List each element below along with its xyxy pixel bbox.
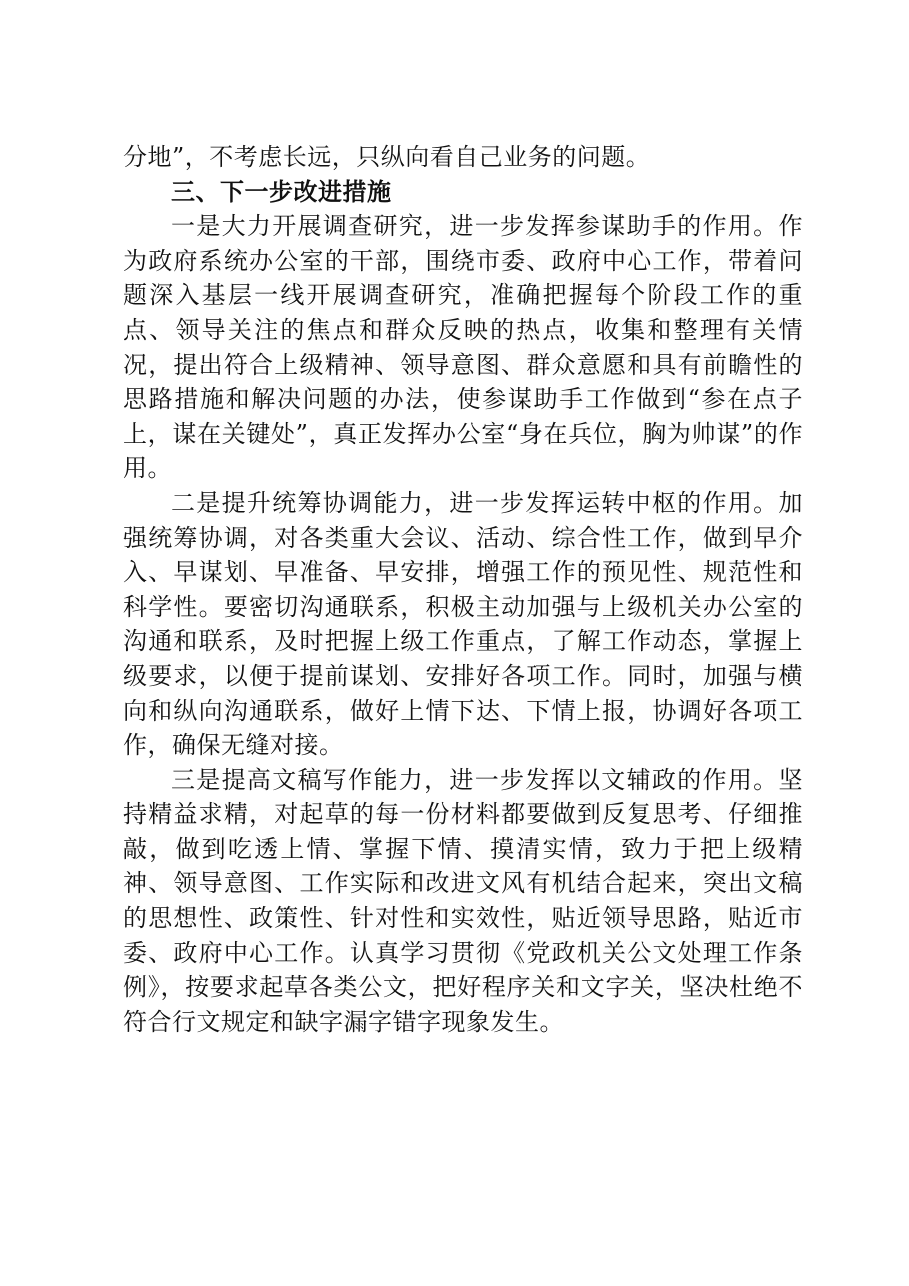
paragraph-1: 一是大力开展调查研究，进一步发挥参谋助手的作用。作为政府系统办公室的干部，围绕市委、政府中心工作，带着问题深入基层一线开展调查研究，准确把握每个阶段工作的重点、领导关注的焦点和群众反映的热点，收集和整理有关情况，提出符合上级精神、领导意图、群众意愿和具有前瞻性的思路措施和解决问题的办法，使参谋助手工作做到“参在点子上，谋在关键处”，真正发挥办公室“身在兵位，胸为帅谋”的作用。 — [123, 212, 803, 483]
section-heading: 三、下一步改进措施 — [171, 177, 392, 206]
paragraph-2: 二是提升统筹协调能力，进一步发挥运转中枢的作用。加强统筹协调，对各类重大会议、活动、综合性工作，做到早介入、早谋划、早准备、早安排，增强工作的预见性、规范性和科学性。要密切沟通联系，积极主动加强与上级机关办公室的沟通和联系，及时把握上级工作重点，了解工作动态，掌握上级要求，以便于提前谋划、安排好各项工作。同时，加强与横向和纵向沟通联系，做好上情下达、下情上报，协调好各项工作，确保无缝对接。 — [123, 488, 803, 760]
paragraph-3: 三是提高文稿写作能力，进一步发挥以文辅政的作用。坚持精益求精，对起草的每一份材料都要做到反复思考、仔细推敲，做到吃透上情、掌握下情、摸清实情，致力于把上级精神、领导意图、工作实际和改进文风有机结合起来，突出文稿的思想性、政策性、针对性和实效性，贴近领导思路，贴近市委、政府中心工作。认真学习贯彻《党政机关公文处理工作条例》，按要求起草各类公文，把好程序关和文字关，坚决杜绝不符合行文规定和缺字漏字错字现象发生。 — [123, 765, 803, 1036]
document-page — [123, 140, 803, 1039]
continuation-text: 分地”，不考虑长远，只纵向看自己业务的问题。 — [123, 143, 651, 171]
